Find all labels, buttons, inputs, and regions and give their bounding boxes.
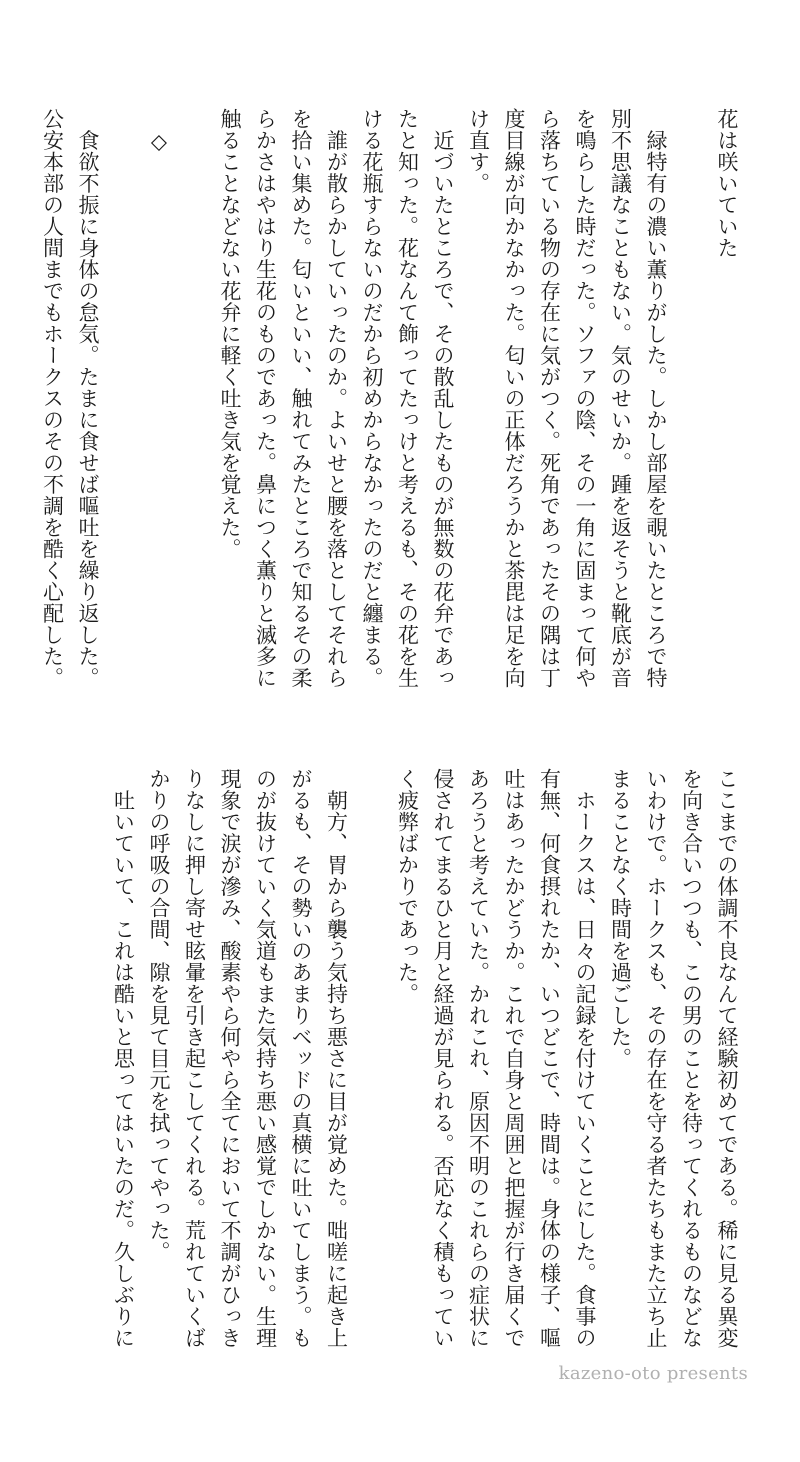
text-line: 公安本部の人間までもホークスのその不調を酷く心配した。 (40, 108, 65, 689)
lower-text-block (44, 768, 744, 1368)
text-line (673, 108, 709, 708)
text-line: け直す。 (466, 108, 491, 194)
text-line: 現象で涙が滲み、酸素やら何やら全てにおいて不調がひっき (218, 768, 242, 1349)
text-line: を向き合いつつも、この男のことを待ってくれるものなどな (679, 768, 704, 1349)
text-line: 別不思議なこともない。気のせいか。踵を返そうと靴底が音 (608, 108, 633, 689)
text-line: 有無、何食摂れたか、いつどこで、時間は。身体の様子、嘔 (537, 768, 562, 1349)
text-line: 朝方、胃から襲う気持ち悪さに目が覚めた。咄嗟に起き上 (324, 768, 349, 1349)
text-line: 侵されてまるひと月と経過が見られる。否応なく積もってい (431, 768, 455, 1349)
text-line: ら落ちている物の存在に気がつく。死角であったその隅は丁 (537, 108, 562, 689)
text-line: 緑特有の濃い薫りがした。しかし部屋を覗いたところで特 (644, 108, 668, 689)
text-line: を拾い集めた。匂いといい、触れてみたところで知るその柔 (289, 108, 313, 689)
text-line: あろうと考えていた。かれこれ、原因不明のこれらの症状に (466, 768, 491, 1349)
upper-text-block (40, 108, 744, 708)
text-line (105, 108, 141, 708)
text-line: く疲弊ばかりであった。 (395, 768, 420, 1005)
text-line: らかさはやはり生花のものであった。鼻につく薫りと滅多に (253, 108, 278, 689)
text-line: 誰が散らかしていったのか。よいせと腰を落としてそれら (324, 108, 349, 689)
text-line: がるも、その勢いのあまりベッドの真横に吐いてしまう。も (289, 768, 313, 1349)
text-line: 食欲不振に身体の怠気。たまに食せば嘔吐を繰り返した。 (76, 108, 100, 689)
text-line: 度目線が向かなかった。匂いの正体だろうかと茶毘は足を向 (502, 108, 526, 689)
text-line (176, 108, 212, 708)
text-line: ホークスは、日々の記録を付けていくことにした。食事の (573, 768, 597, 1349)
text-line: まることなく時間を過ごした。 (608, 768, 633, 1069)
text-line: 触ることなどない花弁に軽く吐き気を覚えた。 (218, 108, 242, 560)
text-line: ◇ (147, 108, 171, 154)
text-line: ここまでの体調不良なんて経験初めてである。稀に見る異変 (715, 768, 739, 1349)
credit-text: kazeno-oto presents (558, 1363, 748, 1384)
text-line: いわけで。ホークスも、その存在を守る者たちもまた立ち止 (644, 768, 668, 1349)
text-line: たと知った。花なんて飾ってたっけと考えるも、その花を生 (395, 108, 420, 689)
text-line: 吐いていて、これは酷いと思ってはいたのだ。久しぶりに (111, 768, 136, 1349)
text-line: かりの呼吸の合間、隙を見て目元を拭ってやった。 (147, 768, 171, 1263)
text-line: 花は咲いていた (715, 108, 739, 259)
text-line: 吐はあったかどうか。これで自身と周囲と把握が行き届くで (502, 768, 526, 1349)
text-line (354, 768, 390, 1368)
text-line: のが抜けていく気道もまた気持ち悪い感覚でしかない。生理 (253, 768, 278, 1349)
text-line: を鳴らした時だった。ソファの陰、その一角に固まって何や (573, 108, 597, 689)
text-line: 近づいたところで、その散乱したものが無数の花弁であっ (431, 108, 455, 689)
text-line: ける花瓶すらないのだから初めからなかったのだと纏まる。 (360, 108, 384, 689)
text-line: りなしに押し寄せ眩暈を引き起こしてくれる。荒れていくば (182, 768, 207, 1349)
